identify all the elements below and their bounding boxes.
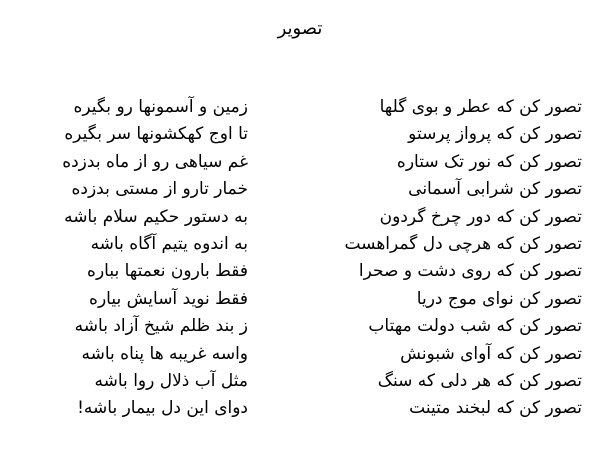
poem-line: دوای این دل بیمار باشه! xyxy=(77,398,248,419)
poem-line: زمین و آسمونها رو بگیره xyxy=(73,97,248,117)
poem-line: فقط نوید آسایش بیاره xyxy=(89,288,248,309)
poem-line: به اندوه یتیم آگاه باشه xyxy=(90,233,248,254)
poem-line: تصور کن که عطر و بوی گلها xyxy=(379,97,582,117)
poem-line: تصور کن شرابی آسمانی xyxy=(408,179,582,200)
poem-line: تصور کن که شب دولت مهتاب xyxy=(368,316,582,337)
poem-right-column xyxy=(292,94,582,423)
poem-line: به دستور حکیم سلام باشه xyxy=(64,206,248,227)
poem-line: فقط بارون نعمتها بباره xyxy=(87,261,248,282)
poem-line: تصور کن که آوای شبونش xyxy=(400,343,582,364)
poem-line: تصور کن که دور چرخ گردون xyxy=(379,206,582,227)
poem-line: تصور کن نوای موج دریا xyxy=(416,288,582,309)
poem-line: تصور کن که روی دشت و صحرا xyxy=(358,261,582,282)
poem-line: تصور کن که هر دلی که سنگ xyxy=(377,370,582,391)
poem-line: غم سیاهی رو از ماه بدزده xyxy=(62,151,248,172)
poem-line: تصور کن که پرواز پرستو xyxy=(408,124,582,145)
poem-line: واسه غریبه ها پناه باشه xyxy=(81,343,248,364)
poem-line: مثل آب ذلال روا باشه xyxy=(94,370,248,391)
poem-line: ز بند ظلم شیخ آزاد باشه xyxy=(74,316,248,337)
poem-title: تصویر xyxy=(277,18,323,39)
poem-line: تصور کن که هرچی دل گمراهست xyxy=(344,233,582,254)
poem-line: تا اوج کهکشونها سر بگیره xyxy=(64,124,248,145)
poem-line: خمار تارو از مستی بدزده xyxy=(71,179,248,200)
poem-line: تصور کن که لبخند متینت xyxy=(409,398,582,419)
poem-line: تصور کن که نور تک ستاره xyxy=(396,151,582,172)
poem-left-column xyxy=(8,94,248,423)
